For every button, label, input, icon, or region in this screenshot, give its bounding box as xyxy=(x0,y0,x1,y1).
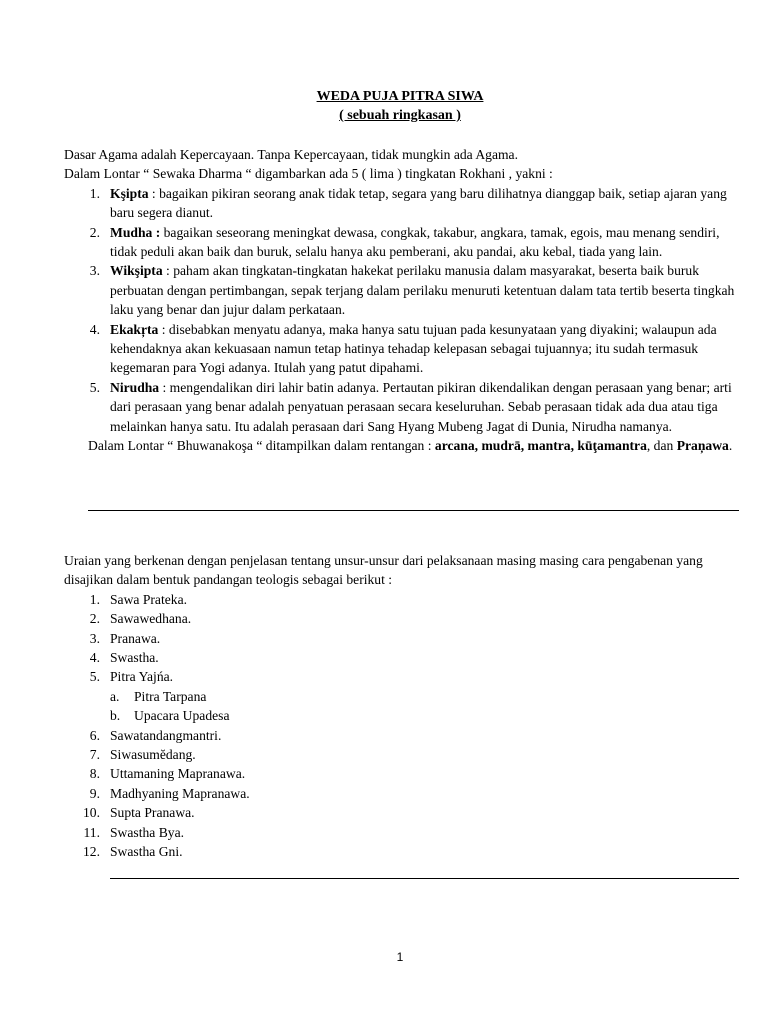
uraian-section xyxy=(64,551,744,862)
uraian-paragraph: Uraian yang berkenan dengan penjelasan tentang unsur-unsur dari pelaksanaan masing masing cara pengabenan yang disajikan dalam bentuk pandangan teologis sebagai berikut : xyxy=(64,553,703,588)
page-number: 1 xyxy=(396,950,404,964)
list-item: 1. Kşipta : bagaikan pikiran seorang anak tidak tetap, segara yang baru dilihatnya dianggap baik, setiap ajaran yang baru segera dianut. xyxy=(89,185,727,221)
levels-list xyxy=(64,184,744,436)
steps-list xyxy=(64,590,744,862)
list-item: 10. Supta Pranawa. xyxy=(83,805,195,821)
list-item: 4. Ekakŗta : disebabkan menyatu adanya, maka hanya satu tujuan pada kesunyataan yang diyakini; walaupun ada kehendaknya akan kekuasaan namun tetap hatinya tehadap kelepasan sebagai tujuannya; itu sudah termasuk kegemaran para Yogi adanya. Itulah yang patut dipahami. xyxy=(89,321,717,376)
list-item: 9. Madhyaning Mapranawa. xyxy=(89,785,250,801)
intro-line-2: Dalam Lontar “ Sewaka Dharma “ digambarkan ada 5 ( lima ) tingkatan Rokhani , yakni : xyxy=(64,166,553,182)
sub-list-item: a. Pitra Tarpana xyxy=(110,688,207,704)
list-item: 2. Sawawedhana. xyxy=(89,611,192,627)
list-item: 1. Sawa Prateka. xyxy=(89,591,188,607)
list-item: 8. Uttamaning Mapranawa. xyxy=(89,766,246,782)
list-item: 7. Siwasumĕdang. xyxy=(89,747,196,763)
list-item: 6. Sawatandangmantri. xyxy=(89,727,222,743)
intro-line-1: Dasar Agama adalah Kepercayaan. Tanpa Kepercayaan, tidak mungkin ada Agama. xyxy=(64,147,518,162)
list-item: 5. Nirudha : mengendalikan diri lahir batin adanya. Pertautan pikiran dikendalikan dengan perasaan yang benar; arti dari perasaan yang benar adalah penyatuan perasaan secara keseluruhan. Sebab perasaan tidak ada dua atau tiga melainkan hanya satu. Itu adalah perasaan dari Sang Hyang Mubeng Jagat di Dunia, Nirudha namanya. xyxy=(89,379,732,434)
list-item: 3. Pranawa. xyxy=(89,630,161,646)
list-item: 12. Swastha Gni. xyxy=(83,844,183,860)
list-item: 11. Swastha Bya. xyxy=(83,824,185,840)
divider xyxy=(88,510,739,511)
list-item: 3. Wikşipta : paham akan tingkatan-tingkatan hakekat perilaku manusia dalam masyarakat, beserta baik buruk perbuatan dengan pertimbangan, sepak terjang dalam perilaku menuruti ketentuan dalam tata tertib beserta tingkah laku yang benar dan jujur dalam perkataan. xyxy=(89,263,735,318)
divider xyxy=(110,878,739,879)
intro-section xyxy=(64,145,744,456)
list-item: 2. Mudha : bagaikan seseorang meningkat dewasa, congkak, takabur, angkara, tamak, egois, mau menang sendiri, tidak peduli akan baik dan buruk, selalu hanya aku pemberani, aku pandai, aku kebal, tiada yang lain. xyxy=(89,224,720,260)
bhuwanakosa-paragraph: Dalam Lontar “ Bhuwanakoşa “ ditampilkan dalam rentangan : arcana, mudrā, mantra, kūţamantra, dan Praņawa. xyxy=(88,438,733,454)
document-subtitle: ( sebuah ringkasan ) xyxy=(339,108,461,123)
list-item: 4. Swastha. xyxy=(89,650,159,666)
list-item: 5. Pitra Yajńa. a. Pitra Tarpana b. Upacara Upadesa xyxy=(64,667,744,725)
sub-list xyxy=(110,687,744,726)
sub-list-item: b. Upacara Upadesa xyxy=(110,708,230,724)
document-title: WEDA PUJA PITRA SIWA xyxy=(316,89,484,104)
